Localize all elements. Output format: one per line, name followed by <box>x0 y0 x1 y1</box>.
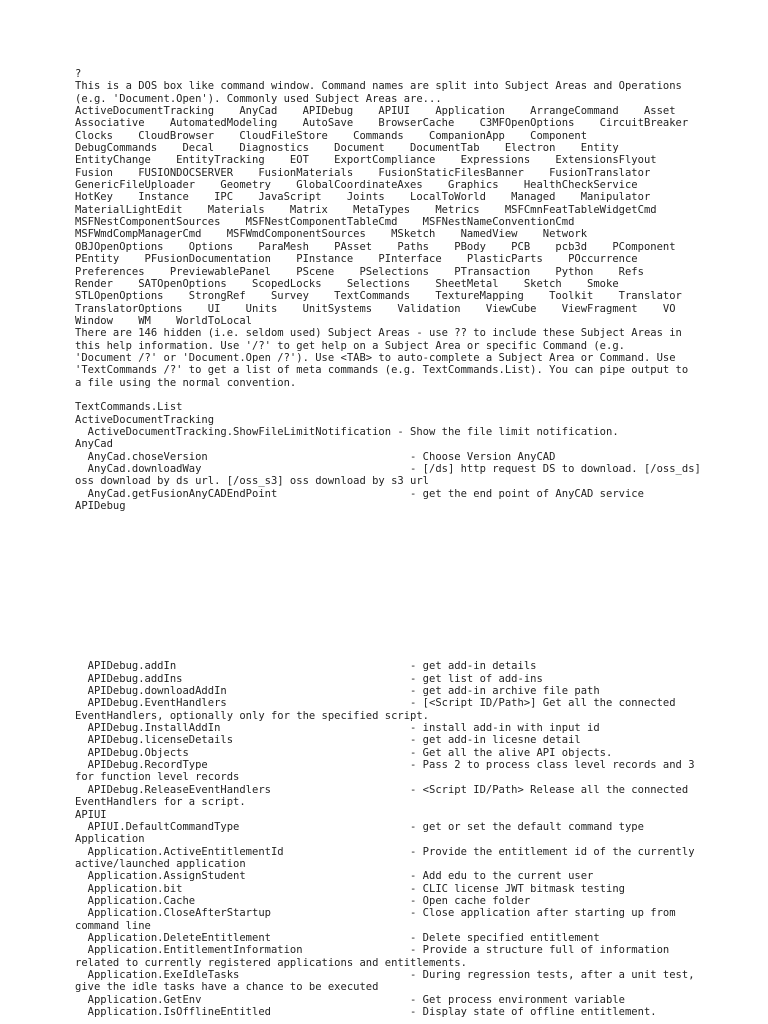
help-text-block <box>75 68 705 389</box>
console-line: This is a DOS box like command window. Command names are split into Subject Areas and Operations <box>75 80 682 93</box>
console-line: Application.AssignStudent - Add edu to the current user <box>75 870 594 883</box>
console-line: Application.IsOfflineEntitled - Display state of offline entitlement. <box>75 1006 657 1018</box>
console-line: this help information. Use '/?' to get help on a Subject Area or specific Command (e.g. <box>75 339 625 352</box>
console-line: AnyCad <box>75 438 113 451</box>
console-line: Application.GetEnv - Get process environment variable <box>75 993 625 1006</box>
console-line: MSFNestComponentSources MSFNestComponentTableCmd MSFNestNameConventionCmd <box>75 216 575 229</box>
console-line: APIDebug.licenseDetails - get add-in licesne detail <box>75 734 581 747</box>
console-line: Application.DeleteEntitlement - Delete specified entitlement <box>75 931 600 944</box>
console-line: EventHandlers, optionally only for the specified script. <box>75 709 430 722</box>
console-line: APIDebug <box>75 500 126 513</box>
console-line: ActiveDocumentTracking AnyCad APIDebug APIUI Application ArrangeCommand Asset <box>75 105 676 118</box>
console-line: DebugCommands Decal Diagnostics Document DocumentTab Electron Entity <box>75 142 619 155</box>
console-line: APIDebug.addIns - get list of add-ins <box>75 672 543 685</box>
console-line: Fusion FUSIONDOCSERVER FusionMaterials FusionStaticFilesBanner FusionTranslator <box>75 166 651 179</box>
console-line: TranslatorOptions UI Units UnitSystems Validation ViewCube ViewFragment VO <box>75 302 676 315</box>
console-line: APIDebug.EventHandlers - [<Script ID/Path>] Get all the connected <box>75 697 676 710</box>
console-line: APIDebug.ReleaseEventHandlers - <Script ID/Path> Release all the connected <box>75 783 689 796</box>
console-line: APIDebug.addIn - get add-in details <box>75 660 537 673</box>
console-line: EventHandlers for a script. <box>75 796 246 809</box>
console-line: ? <box>75 68 82 80</box>
console-line: active/launched application <box>75 857 246 870</box>
console-line: ActiveDocumentTracking.ShowFileLimitNotification - Show the file limit notification. <box>75 425 619 438</box>
console-output <box>75 68 705 1018</box>
console-line: TextCommands.List <box>75 401 183 414</box>
console-line: oss download by ds url. [/oss_s3] oss download by s3 url <box>75 475 430 488</box>
console-line: Window WM WorldToLocal <box>75 314 253 327</box>
console-line: EntityChange EntityTracking EOT ExportCompliance Expressions ExtensionsFlyout <box>75 154 657 167</box>
console-line: 'Document /?' or 'Document.Open /?'). Use <TAB> to auto-complete a Subject Area or Command. Use <box>75 351 676 364</box>
console-line: There are 146 hidden (i.e. seldom used) Subject Areas - use ?? to include these Subject Areas in <box>75 327 682 340</box>
console-line: APIDebug.RecordType - Pass 2 to process class level records and 3 <box>75 759 695 772</box>
console-line: STLOpenOptions StrongRef Survey TextCommands TextureMapping Toolkit Translator <box>75 290 682 303</box>
console-line: Application.CloseAfterStartup - Close application after starting up from <box>75 907 676 920</box>
console-line: MaterialLightEdit Materials Matrix MetaTypes Metrics MSFCmnFeatTableWidgetCmd <box>75 203 657 216</box>
console-line: 'TextCommands /?' to get a list of meta commands (e.g. TextCommands.List). You can pipe output to <box>75 364 689 377</box>
console-line: Application.ActiveEntitlementId - Provide the entitlement id of the currently <box>75 845 695 858</box>
blank-region <box>75 512 705 660</box>
console-line: Preferences PreviewablePanel PScene PSelections PTransaction Python Refs <box>75 265 644 278</box>
console-line: Application <box>75 833 145 846</box>
console-line: related to currently registered applications and entitlements. <box>75 956 467 969</box>
console-line: GenericFileUploader Geometry GlobalCoordinateAxes Graphics HealthCheckService <box>75 179 638 192</box>
command-list-block <box>75 401 705 512</box>
console-line: command line <box>75 919 151 932</box>
console-line: Application.ExeIdleTasks - During regression tests, after a unit test, <box>75 968 695 981</box>
console-line: HotKey Instance IPC JavaScript Joints LocalToWorld Managed Manipulator <box>75 191 651 204</box>
console-line: (e.g. 'Document.Open'). Commonly used Subject Areas are... <box>75 92 442 105</box>
console-line: Application.bit - CLIC license JWT bitmask testing <box>75 882 625 895</box>
console-line: AnyCad.choseVersion - Choose Version AnyCAD <box>75 450 556 463</box>
console-line: for function level records <box>75 771 240 784</box>
console-line: MSFWmdCompManagerCmd MSFWmdComponentSources MSketch NamedView Network <box>75 228 588 241</box>
console-line: ActiveDocumentTracking <box>75 413 215 426</box>
console-line: give the idle tasks have a chance to be executed <box>75 981 379 994</box>
console-line: APIUI <box>75 808 107 821</box>
console-line: APIDebug.Objects - Get all the alive API objects. <box>75 746 613 759</box>
console-line: APIUI.DefaultCommandType - get or set the default command type <box>75 820 644 833</box>
blank-line <box>75 389 705 401</box>
console-line: Render SATOpenOptions ScopedLocks Selections SheetMetal Sketch Smoke <box>75 277 619 290</box>
console-line: Application.Cache - Open cache folder <box>75 894 531 907</box>
console-line: OBJOpenOptions Options ParaMesh PAsset Paths PBody PCB pcb3d PComponent <box>75 240 676 253</box>
console-line: a file using the normal convention. <box>75 376 297 389</box>
command-list-continued-block <box>75 660 705 1018</box>
console-line: AnyCad.getFusionAnyCADEndPoint - get the end point of AnyCAD service <box>75 487 644 500</box>
console-line: PEntity PFusionDocumentation PInstance PInterface PlasticParts POccurrence <box>75 253 638 266</box>
console-line: APIDebug.InstallAddIn - install add-in with input id <box>75 722 600 735</box>
console-line: Application.EntitlementInformation - Provide a structure full of information <box>75 944 670 957</box>
console-line: Associative AutomatedModeling AutoSave BrowserCache C3MFOpenOptions CircuitBreaker <box>75 117 689 130</box>
console-line: Clocks CloudBrowser CloudFileStore Commands CompanionApp Component <box>75 129 588 142</box>
console-line: APIDebug.downloadAddIn - get add-in archive file path <box>75 685 600 698</box>
console-line: AnyCad.downloadWay - [/ds] http request DS to download. [/oss_ds] <box>75 463 701 475</box>
